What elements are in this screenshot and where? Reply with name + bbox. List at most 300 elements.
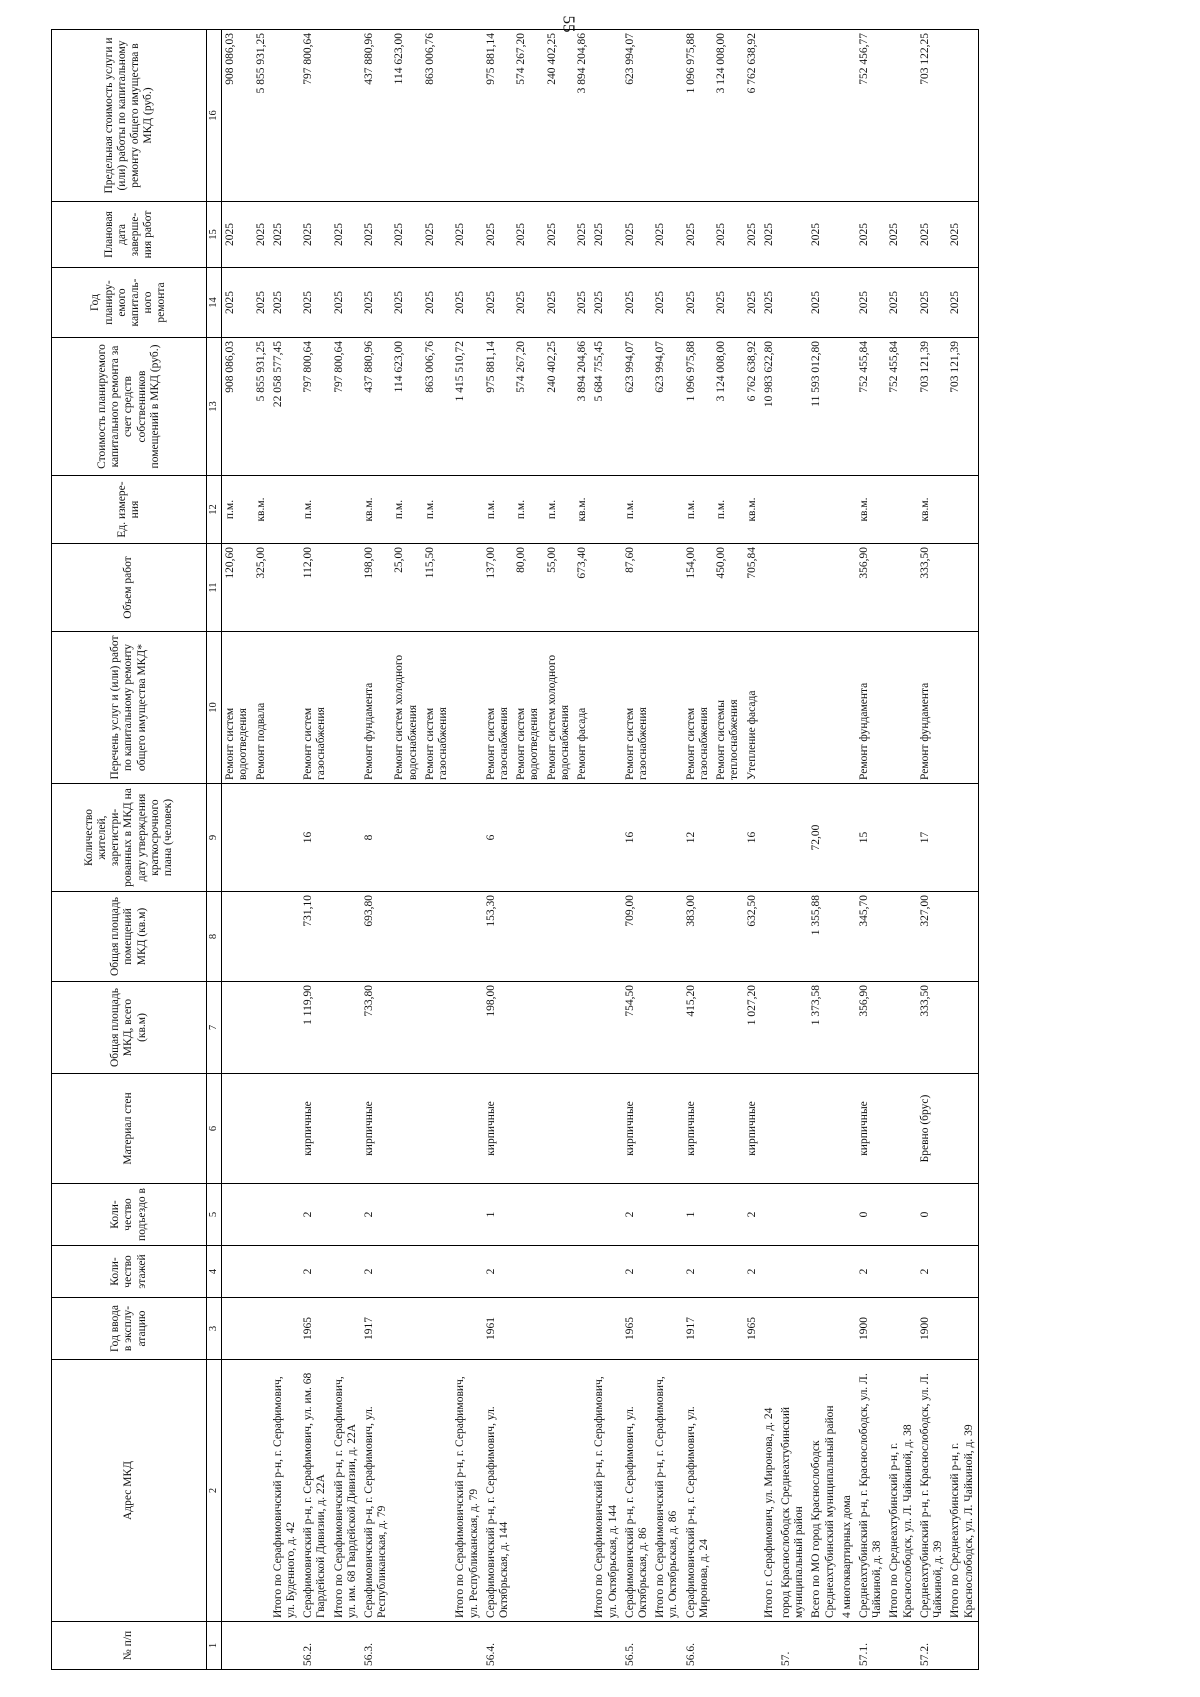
- table-cell: 56.6.: [683, 1622, 713, 1670]
- table-cell: [513, 1184, 543, 1246]
- table-cell: [574, 1184, 591, 1246]
- table-cell: 2025: [808, 202, 838, 268]
- table-cell: [544, 892, 574, 982]
- table-cell: 114 623,00: [391, 30, 421, 202]
- table-cell: п.м.: [513, 476, 543, 544]
- table-cell: Серафимовичский р-н, г. Серафимович, ул. Миронова, д. 24: [683, 1360, 713, 1622]
- table-cell: 8: [361, 784, 391, 892]
- table-row: [591, 30, 621, 1670]
- table-cell: п.м.: [222, 476, 253, 544]
- table-cell: 6: [483, 784, 513, 892]
- column-number: 3: [207, 1298, 222, 1360]
- table-cell: 1 096 975,88: [683, 30, 713, 202]
- table-cell: [839, 1184, 856, 1246]
- table-row: [391, 30, 421, 1670]
- header-cell: Объем работ: [52, 544, 207, 632]
- table-cell: 574 267,20: [513, 30, 543, 202]
- table-cell: [574, 982, 591, 1074]
- table-cell: 2025: [222, 268, 253, 338]
- table-cell: 1965: [300, 1298, 330, 1360]
- table-cell: [574, 892, 591, 982]
- table-cell: 2025: [270, 268, 300, 338]
- table-cell: [270, 1074, 300, 1184]
- table-cell: [422, 1360, 452, 1622]
- table-cell: Ремонт систем газоснабжения: [483, 632, 513, 784]
- table-row: [253, 30, 270, 1670]
- table-row: [886, 30, 916, 1670]
- table-cell: [222, 1184, 253, 1246]
- table-cell: Ремонт фасада: [574, 632, 591, 784]
- table-cell: 731,10: [300, 892, 330, 982]
- table-cell: 2025: [574, 202, 591, 268]
- table-cell: 2: [483, 1246, 513, 1298]
- table-cell: 2025: [713, 202, 743, 268]
- table-cell: 2025: [391, 202, 421, 268]
- table-cell: [452, 892, 482, 982]
- table-cell: 975 881,14: [483, 338, 513, 476]
- table-cell: [761, 784, 778, 892]
- table-row: [947, 30, 978, 1670]
- table-cell: Среднеахтубинский р-н, г. Краснослободск, ул. Л. Чайкиной, д. 38: [856, 1360, 886, 1622]
- table-cell: 1 119,90: [300, 982, 330, 1074]
- table-cell: [513, 784, 543, 892]
- table-cell: [947, 632, 978, 784]
- table-cell: Ремонт фундамента: [856, 632, 886, 784]
- table-cell: [544, 1622, 574, 1670]
- table-cell: [778, 982, 808, 1074]
- table-cell: Ремонт систем холодного водоснабжения: [544, 632, 574, 784]
- table-cell: 2025: [886, 268, 916, 338]
- header-cell: № п/п: [52, 1622, 207, 1670]
- header-cell: Коли-чество подъездо в: [52, 1184, 207, 1246]
- column-number-row: [207, 30, 222, 1670]
- table-cell: [452, 544, 482, 632]
- table-cell: 2025: [886, 202, 916, 268]
- table-cell: [391, 1360, 421, 1622]
- table-cell: 1 355,88: [808, 892, 838, 982]
- table-cell: [591, 784, 621, 892]
- table-cell: 1: [683, 1184, 713, 1246]
- table-cell: 325,00: [253, 544, 270, 632]
- table-cell: 2025: [856, 268, 886, 338]
- table-cell: 2025: [622, 202, 652, 268]
- table-cell: кирпичные: [483, 1074, 513, 1184]
- table-cell: 437 880,96: [361, 30, 391, 202]
- table-cell: [222, 1622, 253, 1670]
- table-cell: [253, 784, 270, 892]
- table-cell: [839, 202, 856, 268]
- table-cell: [947, 30, 978, 202]
- table-cell: 4 многоквартирных дома: [839, 1360, 856, 1622]
- header-cell: Количество жителей, зарегистри-рованных в МКД на дату утверждения краткосрочного плана (человек): [52, 784, 207, 892]
- table-cell: [391, 1246, 421, 1298]
- table-cell: 2025: [513, 202, 543, 268]
- table-cell: [839, 892, 856, 982]
- table-cell: 2: [744, 1184, 761, 1246]
- table-body: [222, 30, 979, 1670]
- table-cell: [253, 1298, 270, 1360]
- table-cell: [591, 982, 621, 1074]
- table-cell: 863 006,76: [422, 338, 452, 476]
- table-cell: 22 058 577,45: [270, 338, 300, 476]
- table-cell: [652, 1074, 682, 1184]
- table-cell: [452, 476, 482, 544]
- table-cell: кв.м.: [744, 476, 761, 544]
- table-row: [808, 30, 838, 1670]
- table-cell: 705,84: [744, 544, 761, 632]
- table-cell: [652, 1622, 682, 1670]
- table-cell: 693,80: [361, 892, 391, 982]
- header-cell: Материал стен: [52, 1074, 207, 1184]
- table-cell: [761, 1246, 778, 1298]
- table-cell: [778, 544, 808, 632]
- table-cell: 2: [622, 1184, 652, 1246]
- table-cell: 2025: [591, 202, 621, 268]
- table-cell: 2025: [222, 202, 253, 268]
- table-row: [331, 30, 361, 1670]
- table-cell: [778, 30, 808, 202]
- table-cell: [270, 632, 300, 784]
- table-cell: Ремонт систем газоснабжения: [300, 632, 330, 784]
- table-cell: 2: [361, 1246, 391, 1298]
- table-cell: 415,20: [683, 982, 713, 1074]
- table-cell: 2025: [574, 268, 591, 338]
- table-cell: [839, 982, 856, 1074]
- table-cell: [947, 1246, 978, 1298]
- table-cell: [839, 544, 856, 632]
- table-cell: [270, 476, 300, 544]
- table-cell: 797 800,64: [300, 30, 330, 202]
- table-cell: 72,00: [808, 784, 838, 892]
- table-cell: [544, 1298, 574, 1360]
- table-cell: [270, 1246, 300, 1298]
- table-cell: [886, 1298, 916, 1360]
- table-cell: п.м.: [422, 476, 452, 544]
- table-cell: [331, 1246, 361, 1298]
- table-cell: Бревно (брус): [917, 1074, 947, 1184]
- header-cell: Ед. измере-ния: [52, 476, 207, 544]
- table-cell: 345,70: [856, 892, 886, 982]
- table-cell: 56.2.: [300, 1622, 330, 1670]
- table-row: [744, 30, 761, 1670]
- table-cell: Ремонт систем газоснабжения: [683, 632, 713, 784]
- table-cell: [331, 982, 361, 1074]
- table-cell: [839, 476, 856, 544]
- table-row: [270, 30, 300, 1670]
- table-cell: [331, 476, 361, 544]
- table-cell: 56.5.: [622, 1622, 652, 1670]
- table-cell: [778, 632, 808, 784]
- table-cell: 57.2.: [917, 1622, 947, 1670]
- table-row: [361, 30, 391, 1670]
- table-row: [856, 30, 886, 1670]
- table-cell: [761, 1298, 778, 1360]
- table-row: [483, 30, 513, 1670]
- table-cell: 56.3.: [361, 1622, 391, 1670]
- table-cell: [778, 338, 808, 476]
- table-cell: 1 373,58: [808, 982, 838, 1074]
- table-cell: кв.м.: [574, 476, 591, 544]
- table-cell: [331, 1074, 361, 1184]
- table-cell: [839, 1074, 856, 1184]
- table-cell: [331, 1184, 361, 1246]
- table-cell: [253, 1360, 270, 1622]
- table-cell: 703 121,39: [947, 338, 978, 476]
- table-cell: 12: [683, 784, 713, 892]
- table-cell: [574, 1298, 591, 1360]
- header-row: [52, 30, 207, 1670]
- table-cell: [452, 982, 482, 1074]
- header-cell: Адрес МКД: [52, 1360, 207, 1622]
- table-row: [652, 30, 682, 1670]
- table-row: [683, 30, 713, 1670]
- table-cell: 703 122,25: [917, 30, 947, 202]
- table-cell: [391, 784, 421, 892]
- table-cell: 112,00: [300, 544, 330, 632]
- table-cell: 5 684 755,45: [591, 338, 621, 476]
- column-number: 2: [207, 1360, 222, 1622]
- table-cell: [713, 982, 743, 1074]
- table-cell: 356,90: [856, 982, 886, 1074]
- table-cell: [652, 982, 682, 1074]
- table-cell: [253, 1622, 270, 1670]
- table-cell: 752 456,77: [856, 30, 886, 202]
- table-cell: 2025: [513, 268, 543, 338]
- table-cell: 154,00: [683, 544, 713, 632]
- table-cell: Итого по Среднеахтубинский р-н, г. Краснослободск, ул. Л. Чайкиной, д. 38: [886, 1360, 916, 1622]
- table-cell: 2025: [947, 268, 978, 338]
- table-cell: [391, 1622, 421, 1670]
- table-row: [761, 30, 778, 1670]
- table-cell: 703 121,39: [917, 338, 947, 476]
- table-cell: 57.1.: [856, 1622, 886, 1670]
- table-cell: [222, 1360, 253, 1622]
- table-cell: [513, 982, 543, 1074]
- table-cell: п.м.: [483, 476, 513, 544]
- table-cell: [886, 982, 916, 1074]
- table-cell: город Краснослободск Среднеахтубинский муниципальный район: [778, 1360, 808, 1622]
- table-cell: 11 593 012,80: [808, 338, 838, 476]
- table-cell: 1 415 510,72: [452, 338, 482, 476]
- table-cell: [574, 784, 591, 892]
- table-cell: п.м.: [300, 476, 330, 544]
- header-cell: Год планиру-емого капиталь-ного ремонта: [52, 268, 207, 338]
- table-cell: [513, 1298, 543, 1360]
- column-number: 15: [207, 202, 222, 268]
- table-cell: 327,00: [917, 892, 947, 982]
- table-cell: Ремонт систем холодного водоснабжения: [391, 632, 421, 784]
- table-cell: 16: [300, 784, 330, 892]
- table-cell: 2: [683, 1246, 713, 1298]
- table-row: [222, 30, 253, 1670]
- table-cell: 908 086,03: [222, 338, 253, 476]
- table-cell: 25,00: [391, 544, 421, 632]
- table-cell: [761, 544, 778, 632]
- table-cell: [886, 892, 916, 982]
- table-cell: кв.м.: [917, 476, 947, 544]
- table-cell: [513, 1360, 543, 1622]
- table-cell: [452, 1298, 482, 1360]
- table-cell: 114 623,00: [391, 338, 421, 476]
- table-cell: [422, 784, 452, 892]
- table-cell: Серафимовичский р-н, г. Серафимович, ул. Республиканская, д. 79: [361, 1360, 391, 1622]
- table-cell: [761, 892, 778, 982]
- table-cell: [253, 1074, 270, 1184]
- table-cell: 333,50: [917, 544, 947, 632]
- table-cell: [947, 784, 978, 892]
- table-cell: [422, 892, 452, 982]
- table-cell: [452, 784, 482, 892]
- table-cell: [253, 1246, 270, 1298]
- table-cell: 2025: [253, 268, 270, 338]
- table-cell: [744, 1360, 761, 1622]
- table-cell: [761, 632, 778, 784]
- column-number: 12: [207, 476, 222, 544]
- table-row: [622, 30, 652, 1670]
- table-cell: [422, 1074, 452, 1184]
- table-cell: [947, 1298, 978, 1360]
- table-cell: [544, 1360, 574, 1622]
- table-cell: [761, 982, 778, 1074]
- table-cell: [513, 1074, 543, 1184]
- table-cell: 2025: [744, 268, 761, 338]
- table-cell: [591, 1298, 621, 1360]
- table-cell: [744, 1622, 761, 1670]
- table-cell: [222, 1298, 253, 1360]
- table-cell: [886, 30, 916, 202]
- table-cell: 1965: [622, 1298, 652, 1360]
- table-cell: [544, 1074, 574, 1184]
- header-cell: Общая площадь МКД, всего (кв.м): [52, 982, 207, 1074]
- table-cell: кирпичные: [856, 1074, 886, 1184]
- table-cell: [591, 1246, 621, 1298]
- table-cell: [591, 892, 621, 982]
- table-cell: [761, 1622, 778, 1670]
- table-cell: [839, 1622, 856, 1670]
- table-cell: [886, 632, 916, 784]
- table-cell: 1900: [917, 1298, 947, 1360]
- table-cell: 1961: [483, 1298, 513, 1360]
- table-cell: Ремонт фундамента: [361, 632, 391, 784]
- table-cell: 752 455,84: [856, 338, 886, 476]
- table-cell: [778, 476, 808, 544]
- table-cell: [391, 1184, 421, 1246]
- table-cell: [886, 476, 916, 544]
- table-cell: 1965: [744, 1298, 761, 1360]
- table-cell: [422, 982, 452, 1074]
- table-cell: 797 800,64: [331, 338, 361, 476]
- table-cell: 2: [744, 1246, 761, 1298]
- table-cell: 1: [483, 1184, 513, 1246]
- table-cell: 356,90: [856, 544, 886, 632]
- table-cell: [778, 268, 808, 338]
- table-cell: 2025: [713, 268, 743, 338]
- table-cell: 1917: [361, 1298, 391, 1360]
- table-cell: [761, 1074, 778, 1184]
- table-cell: 2025: [856, 202, 886, 268]
- table-cell: [574, 1246, 591, 1298]
- table-cell: Ремонт систем водоотведения: [222, 632, 253, 784]
- table-cell: 733,80: [361, 982, 391, 1074]
- table-cell: 5 855 931,25: [253, 338, 270, 476]
- column-number: 7: [207, 982, 222, 1074]
- table-cell: [270, 544, 300, 632]
- table-cell: [947, 476, 978, 544]
- table-cell: Ремонт фундамента: [917, 632, 947, 784]
- table-row: [778, 30, 808, 1670]
- table-cell: кирпичные: [300, 1074, 330, 1184]
- table-cell: [713, 892, 743, 982]
- table-cell: п.м.: [683, 476, 713, 544]
- table-cell: 198,00: [361, 544, 391, 632]
- table-row: [917, 30, 947, 1670]
- table-cell: [947, 1184, 978, 1246]
- table-cell: 2025: [947, 202, 978, 268]
- table-cell: кирпичные: [622, 1074, 652, 1184]
- table-cell: [808, 1298, 838, 1360]
- table-cell: [391, 982, 421, 1074]
- table-cell: 1917: [683, 1298, 713, 1360]
- table-cell: 2025: [917, 268, 947, 338]
- table-cell: [222, 982, 253, 1074]
- table-cell: [591, 632, 621, 784]
- table-cell: 115,50: [422, 544, 452, 632]
- table-cell: [947, 544, 978, 632]
- table-cell: 137,00: [483, 544, 513, 632]
- table-cell: Итого по Серафимовичский р-н, г. Серафимович, ул. Октябрьская, д. 86: [652, 1360, 682, 1622]
- table-cell: 240 402,25: [544, 338, 574, 476]
- table-cell: [947, 982, 978, 1074]
- table-cell: 2025: [483, 202, 513, 268]
- table-cell: п.м.: [391, 476, 421, 544]
- table-cell: [591, 476, 621, 544]
- table-cell: [222, 1246, 253, 1298]
- table-cell: 2025: [744, 202, 761, 268]
- table-cell: 5 855 931,25: [253, 30, 270, 202]
- table-cell: [778, 892, 808, 982]
- column-number: 16: [207, 30, 222, 202]
- table-cell: [652, 30, 682, 202]
- table-cell: кирпичные: [744, 1074, 761, 1184]
- table-cell: [652, 544, 682, 632]
- table-cell: [947, 1074, 978, 1184]
- table-row: [452, 30, 482, 1670]
- header-cell: Год ввода в эксплу-атацию: [52, 1298, 207, 1360]
- table-cell: [886, 1074, 916, 1184]
- table-cell: 623 994,07: [622, 338, 652, 476]
- table-cell: 2: [361, 1184, 391, 1246]
- table-cell: [253, 982, 270, 1074]
- table-cell: 2025: [300, 202, 330, 268]
- table-cell: 87,60: [622, 544, 652, 632]
- table-cell: [574, 1360, 591, 1622]
- table-cell: 2025: [422, 268, 452, 338]
- table-cell: [713, 1184, 743, 1246]
- table-cell: 0: [917, 1184, 947, 1246]
- table-cell: [652, 1184, 682, 1246]
- table-cell: 198,00: [483, 982, 513, 1074]
- table-cell: Ремонт систем водоотведения: [513, 632, 543, 784]
- table-cell: [808, 476, 838, 544]
- table-cell: 2: [300, 1246, 330, 1298]
- table-cell: п.м.: [544, 476, 574, 544]
- table-cell: 2025: [544, 202, 574, 268]
- table-cell: 16: [622, 784, 652, 892]
- table-cell: [222, 784, 253, 892]
- table-row: [422, 30, 452, 1670]
- table-cell: [808, 1622, 838, 1670]
- table-cell: [808, 30, 838, 202]
